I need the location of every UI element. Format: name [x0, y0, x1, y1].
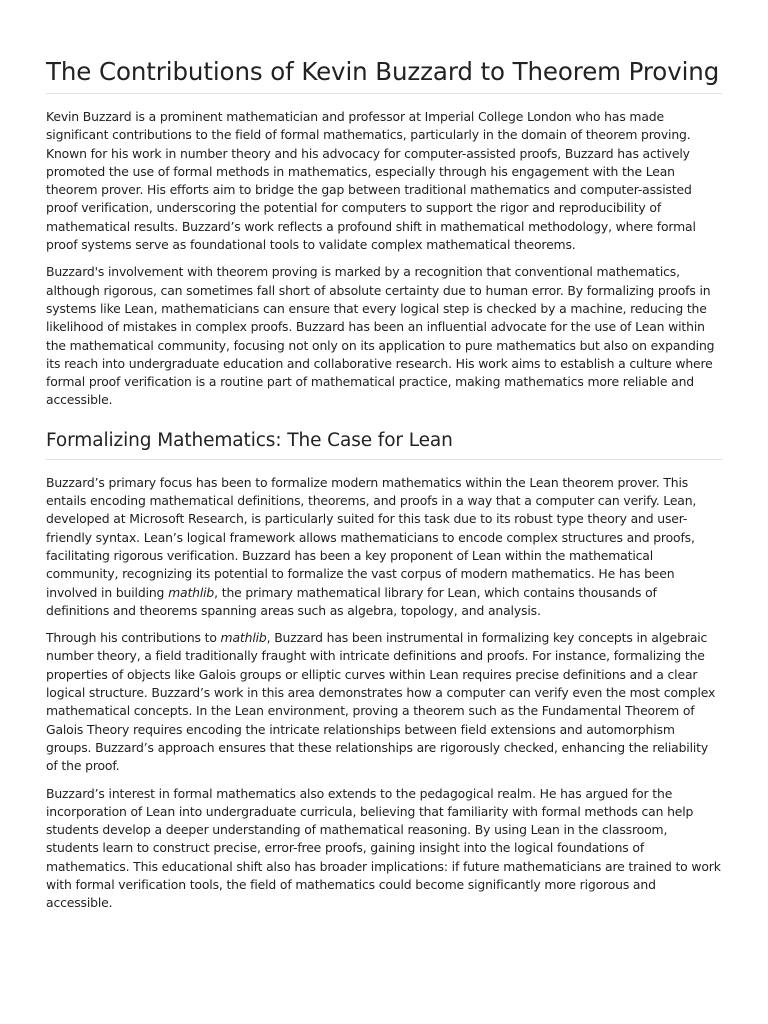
page-title: The Contributions of Kevin Buzzard to Theorem Proving [46, 56, 722, 94]
section-paragraph-2 [46, 629, 722, 775]
section-paragraph-1-text-b: , the primary mathematical library for Lean, which contains thousands of definitions and theorems spanning areas such as algebra, topology, and analysis. [46, 584, 657, 618]
intro-paragraph-1: Kevin Buzzard is a prominent mathematician and professor at Imperial College London who has made significant contributions to the field of formal mathematics, particularly in the domain of theorem proving. Known for his work in number theory and his advocacy for computer-assisted proofs, Buzzard has actively promoted the use of formal methods in mathematics, especially through his engagement with the Lean theorem prover. His efforts aim to bridge the gap between traditional mathematics and computer-assisted proof verification, underscoring the potential for computers to support the rigor and reproducibility of mathematical results. Buzzard’s work reflects a profound shift in mathematical methodology, where formal proof systems serve as foundational tools to validate complex mathematical theorems. [46, 109, 696, 253]
section-paragraph-3: Buzzard’s interest in formal mathematics also extends to the pedagogical realm. He has argued for the incorporation of Lean into undergraduate curricula, believing that familiarity with formal methods can help students develop a deeper understanding of mathematical reasoning. By using Lean in the classroom, students learn to construct precise, error-free proofs, gaining insight into the logical foundations of mathematics. This educational shift also has broader implications: if future mathematicians are trained to work with formal verification tools, the field of mathematics could become significantly more rigorous and accessible. [46, 785, 721, 911]
section-paragraph-2-text-a: Through his contributions to [46, 630, 221, 646]
mathlib-emphasis: mathlib [220, 630, 267, 646]
section-paragraph-1-text-a: Buzzard’s primary focus has been to formalize modern mathematics within the Lean theorem prover. This entails encoding mathematical definitions, theorems, and proofs in a way that a computer can verify. Lean, developed at Microsoft Research, is particularly suited for this task due to its robust type theory and user-friendly syntax. Lean’s logical framework allows mathematicians to encode complex structures and proofs, facilitating rigorous verification. Buzzard has been a key proponent of Lean within the mathematical community, recognizing its potential to formalize the vast corpus of modern mathematics. He has been involved in building [46, 474, 697, 600]
section-heading: Formalizing Mathematics: The Case for Lean [46, 429, 722, 460]
intro-paragraph-2: Buzzard's involvement with theorem proving is marked by a recognition that conventional mathematics, although rigorous, can sometimes fall short of absolute certainty due to human error. By formalizing proofs in systems like Lean, mathematicians can ensure that every logical step is checked by a machine, reducing the likelihood of mistakes in complex proofs. Buzzard has been an influential advocate for the use of Lean within the mathematical community, focusing not only on its application to pure mathematics but also on expanding its reach into undergraduate education and collaborative research. His work aims to establish a culture where formal proof verification is a routine part of mathematical practice, making mathematics more reliable and accessible. [46, 264, 715, 408]
mathlib-emphasis: mathlib [168, 584, 215, 600]
section-paragraph-1 [46, 474, 722, 620]
section-paragraph-2-text-b: , Buzzard has been instrumental in formalizing key concepts in algebraic number theory, a field traditionally fraught with intricate definitions and proofs. For instance, formalizing the properties of objects like Galois groups or elliptic curves within Lean requires precise definitions and a clear logical structure. Buzzard’s work in this area demonstrates how a computer can verify even the most complex mathematical concepts. In the Lean environment, proving a theorem such as the Fundamental Theorem of Galois Theory requires encoding the intricate relationships between field extensions and automorphism groups. Buzzard’s approach ensures that these relationships are rigorously checked, enhancing the reliability of the proof. [46, 630, 716, 774]
section-heading-wrapper [46, 429, 722, 460]
